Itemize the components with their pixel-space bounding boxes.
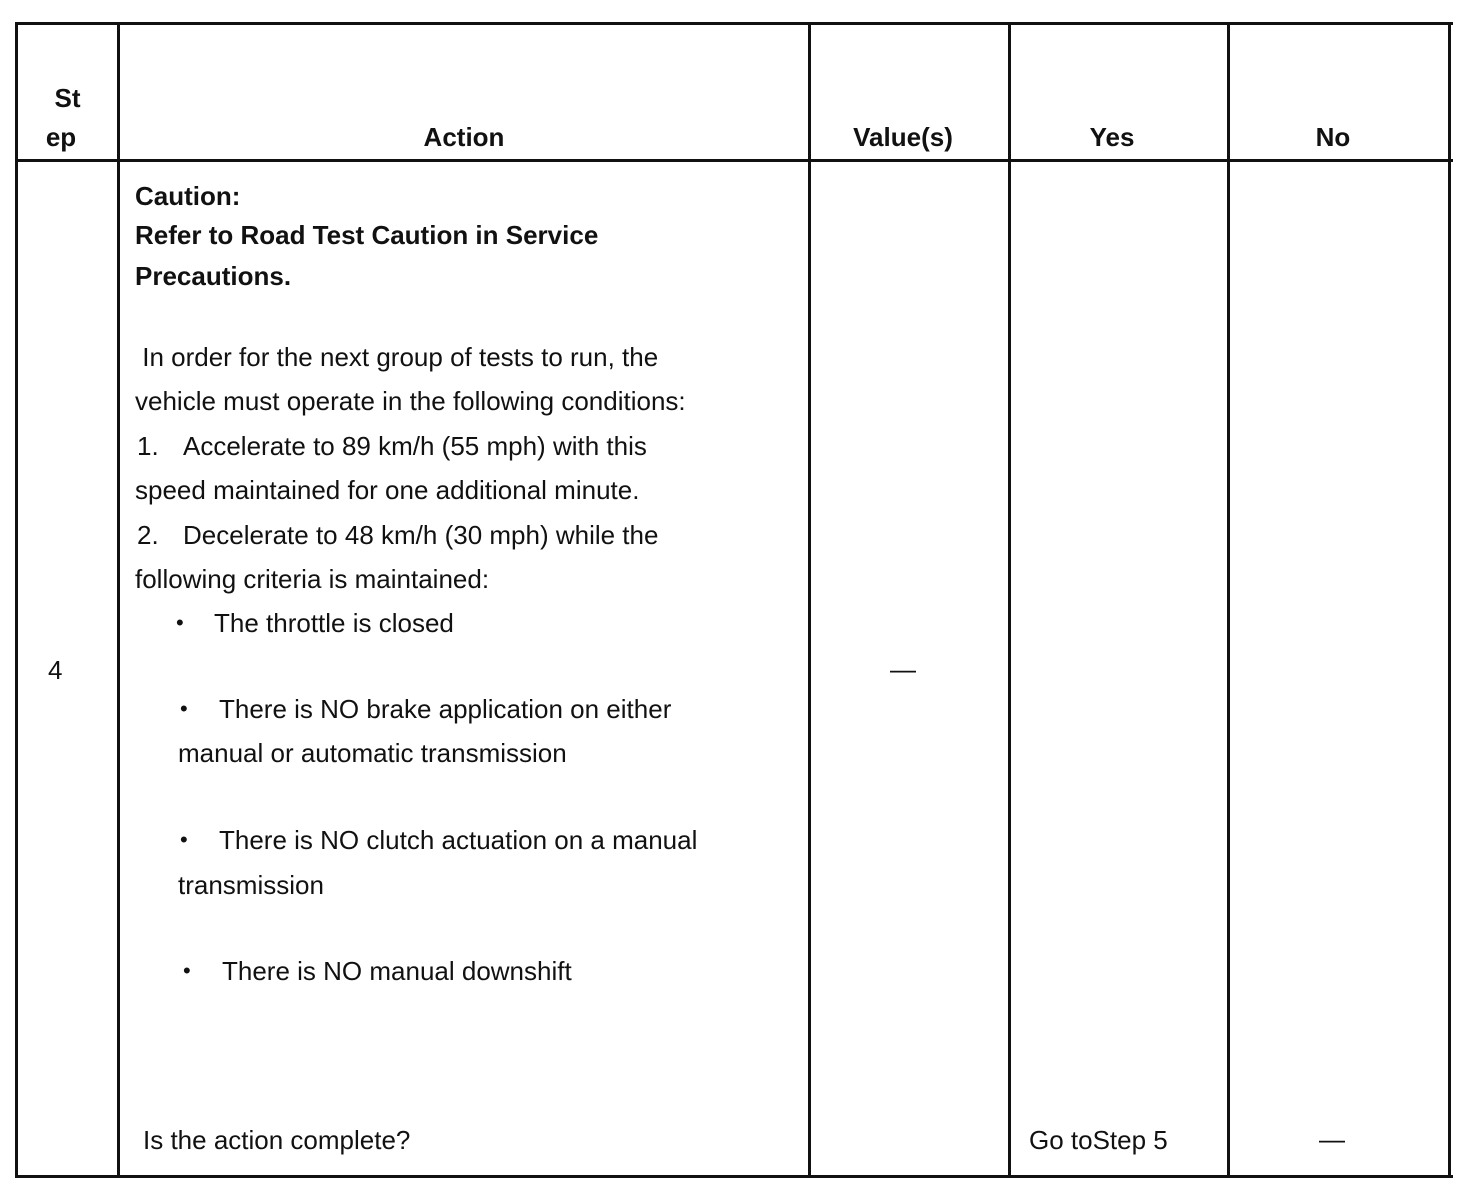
table-left-border [15,22,18,1178]
value-cell: — [890,654,916,684]
header-bottom-border [15,159,1453,162]
table-bottom-border [15,1175,1453,1178]
column-divider-step [117,22,120,1178]
list-item-2-line2: following criteria is maintained: [135,564,490,594]
list-item-1-line2: speed maintained for one additional minute. [135,475,640,505]
action-question: Is the action complete? [143,1125,411,1155]
bullet-3-icon: • [180,827,188,852]
bullet-2-text-line2: manual or automatic transmission [178,738,567,768]
column-divider-action [808,22,811,1178]
column-divider-yes [1227,22,1230,1178]
caution-text-line2: Precautions. [135,261,292,291]
caution-title: Caution: [135,181,241,211]
bullet-4-icon: • [183,958,191,983]
header-action: Action [423,122,505,152]
column-divider-values [1008,22,1011,1178]
header-step-line2: ep [45,122,77,152]
intro-text-line2: vehicle must operate in the following conditions: [135,386,686,416]
bullet-3-text-line2: transmission [178,870,324,900]
list-item-2-number: 2. [137,520,159,550]
list-item-1-line1: Accelerate to 89 km/h (55 mph) with this [183,431,647,461]
bullet-3-text-line1: There is NO clutch actuation on a manual [219,825,698,855]
intro-text-line1: In order for the next group of tests to run, the [135,342,659,372]
caution-text-line1: Refer to Road Test Caution in Service [135,220,599,250]
list-item-1-number: 1. [137,431,159,461]
bullet-4-text: There is NO manual downshift [222,956,572,986]
bullet-1-icon: • [176,610,184,635]
bullet-2-text-line1: There is NO brake application on either [219,694,672,724]
bullet-2-icon: • [180,696,188,721]
yes-cell: Go toStep 5 [1029,1125,1168,1155]
no-cell: — [1319,1124,1345,1154]
header-yes: Yes [1089,122,1135,152]
table-right-border [1448,22,1451,1178]
header-values: Value(s) [853,122,953,152]
table-top-border [15,22,1453,25]
list-item-2-line1: Decelerate to 48 km/h (30 mph) while the [183,520,659,550]
header-step-line1: St [54,83,81,113]
header-no: No [1315,122,1351,152]
step-number: 4 [48,655,63,685]
bullet-1-text: The throttle is closed [214,608,454,638]
